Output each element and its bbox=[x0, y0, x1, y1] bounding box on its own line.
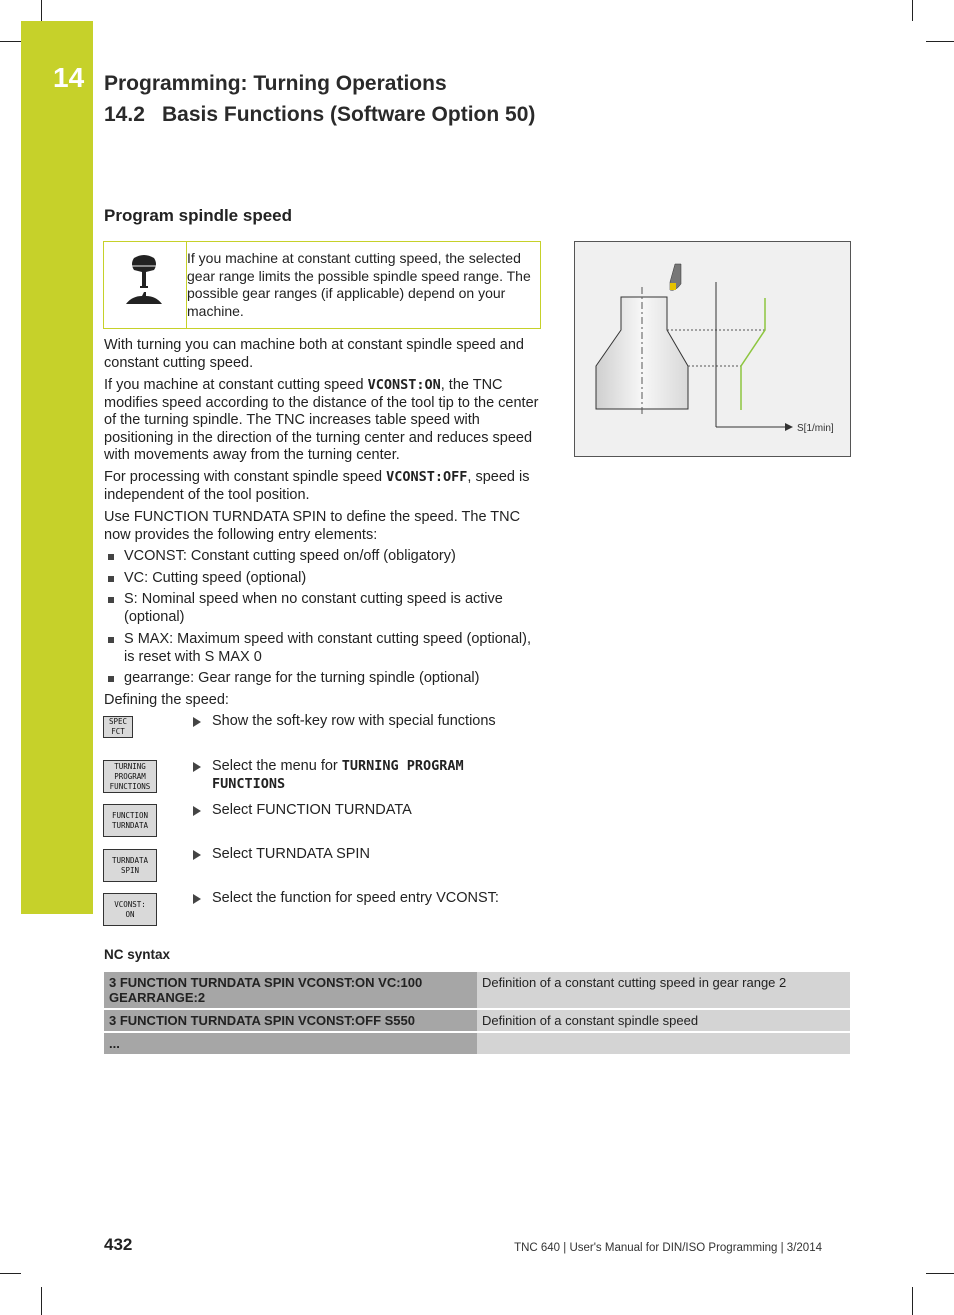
step bbox=[193, 758, 533, 793]
list-item bbox=[104, 570, 544, 588]
text-run: If you machine at constant cutting speed bbox=[104, 377, 368, 393]
softkey-label: SPIN bbox=[120, 865, 140, 875]
step bbox=[193, 713, 533, 731]
text-run: , speed is independent of the tool position. bbox=[104, 469, 530, 503]
chapter-sidebar bbox=[21, 21, 93, 914]
axis-arrow bbox=[785, 423, 793, 431]
arrow-icon bbox=[193, 762, 201, 772]
list-item bbox=[104, 591, 544, 626]
softkey-label: FUNCTION bbox=[111, 810, 149, 820]
table-row bbox=[104, 1010, 850, 1031]
nc-code-cell: 3 FUNCTION TURNDATA SPIN VCONST:OFF S550 bbox=[104, 1010, 477, 1031]
step-text: Select FUNCTION TURNDATA bbox=[212, 802, 412, 818]
table-row bbox=[104, 972, 850, 1008]
axis-label: S[1/min] bbox=[797, 423, 834, 434]
softkey-label: PROGRAM bbox=[114, 771, 146, 781]
section-number: 14.2 bbox=[104, 103, 145, 126]
table-row bbox=[104, 1033, 850, 1054]
bullet-marker bbox=[108, 576, 114, 582]
crop-mark bbox=[926, 41, 954, 42]
nc-desc-cell bbox=[477, 1033, 850, 1054]
softkey-turning-program-functions[interactable] bbox=[103, 760, 157, 793]
bullet-marker bbox=[108, 637, 114, 643]
step bbox=[193, 890, 533, 908]
softkey-spec-fct[interactable] bbox=[103, 716, 133, 738]
softkey-label: SPEC bbox=[108, 717, 128, 726]
crop-mark bbox=[0, 1273, 21, 1274]
paragraph bbox=[104, 469, 544, 504]
text-run: Select the menu for bbox=[212, 758, 342, 774]
softkey-label: VCONST: bbox=[114, 899, 146, 909]
softkey-label: FCT bbox=[111, 727, 125, 736]
list-item bbox=[104, 631, 544, 666]
crop-mark bbox=[0, 41, 21, 42]
footer-text: TNC 640 | User's Manual for DIN/ISO Programming | 3/2014 bbox=[514, 1242, 822, 1254]
paragraph: Defining the speed: bbox=[104, 692, 229, 708]
arrow-icon bbox=[193, 806, 201, 816]
machine-dependent-icon bbox=[104, 242, 186, 328]
text-run: For processing with constant spindle speed bbox=[104, 469, 387, 485]
note-box bbox=[103, 241, 541, 329]
step-text: Select the function for speed entry VCONST: bbox=[212, 890, 499, 906]
list-item-text: VCONST: Constant cutting speed on/off (obligatory) bbox=[124, 548, 456, 564]
softkey-function-turndata[interactable] bbox=[103, 804, 157, 837]
section-title bbox=[104, 103, 535, 127]
paragraph: With turning you can machine both at constant spindle speed and constant cutting speed. bbox=[104, 337, 524, 371]
softkey-label: ON bbox=[125, 909, 135, 919]
arrow-icon bbox=[193, 717, 201, 727]
note-text: If you machine at constant cutting speed, the selected gear range limits the possible spindle speed range. The possible gear ranges (if applicable) depend on your machine. bbox=[187, 250, 531, 319]
softkey-vconst-on[interactable] bbox=[103, 893, 157, 926]
nc-desc-cell: Definition of a constant spindle speed bbox=[477, 1010, 850, 1031]
crop-mark bbox=[912, 0, 913, 21]
bullet-marker bbox=[108, 554, 114, 560]
crop-mark bbox=[912, 1287, 913, 1315]
softkey-label: TURNING bbox=[114, 761, 146, 771]
crop-mark bbox=[41, 1287, 42, 1315]
list-item bbox=[104, 670, 544, 688]
tool-insert bbox=[670, 283, 676, 290]
list-item-text: VC: Cutting speed (optional) bbox=[124, 570, 307, 586]
softkey-label: TURNDATA bbox=[111, 855, 149, 865]
nc-code-cell: 3 FUNCTION TURNDATA SPIN VCONST:ON VC:100 GEARRANGE:2 bbox=[104, 972, 477, 1008]
step bbox=[193, 802, 533, 820]
paragraph bbox=[104, 377, 544, 465]
softkey-label: TURNDATA bbox=[111, 820, 149, 830]
turning-diagram bbox=[575, 242, 850, 456]
bullet-marker bbox=[108, 676, 114, 682]
step-text: Select TURNDATA SPIN bbox=[212, 846, 370, 862]
crop-mark bbox=[41, 0, 42, 21]
nc-syntax-heading: NC syntax bbox=[104, 947, 171, 962]
nc-code-cell: ... bbox=[104, 1033, 477, 1054]
chapter-title: Programming: Turning Operations bbox=[104, 72, 447, 95]
section-name: Basis Functions (Software Option 50) bbox=[162, 103, 536, 126]
list-item-text: S MAX: Maximum speed with constant cutting speed (optional), is reset with S MAX 0 bbox=[124, 631, 531, 665]
arrow-icon bbox=[193, 850, 201, 860]
softkey-label: FUNCTIONS bbox=[109, 781, 151, 791]
step-text bbox=[212, 758, 533, 793]
speed-curve bbox=[741, 298, 765, 410]
crop-mark bbox=[926, 1273, 954, 1274]
page-heading: Program spindle speed bbox=[104, 206, 292, 225]
spindle-speed-figure bbox=[574, 241, 851, 457]
step bbox=[193, 846, 533, 864]
nc-syntax-table bbox=[104, 970, 850, 1056]
arrow-icon bbox=[193, 894, 201, 904]
list-item bbox=[104, 548, 544, 566]
code-run: TURNING PROGRAM FUNCTIONS bbox=[212, 758, 464, 792]
text-run: , the TNC modifies speed according to the distance of the tool tip to the center of the turning spindle. The TNC increases table speed with positioning in the direction of the turning center and reduces speed with movements away from the turning center. bbox=[104, 377, 539, 463]
nc-desc-cell: Definition of a constant cutting speed in gear range 2 bbox=[477, 972, 850, 1008]
page-number: 432 bbox=[104, 1235, 133, 1254]
chapter-number: 14 bbox=[53, 62, 85, 93]
list-item-text: gearrange: Gear range for the turning spindle (optional) bbox=[124, 670, 480, 686]
code-run: VCONST:OFF bbox=[386, 469, 468, 485]
code-run: VCONST:ON bbox=[367, 377, 441, 393]
step-text: Show the soft-key row with special functions bbox=[212, 713, 496, 729]
list-item-text: S: Nominal speed when no constant cutting speed is active (optional) bbox=[124, 591, 503, 625]
paragraph: Use FUNCTION TURNDATA SPIN to define the speed. The TNC now provides the following entry elements: bbox=[104, 509, 521, 543]
softkey-turndata-spin[interactable] bbox=[103, 849, 157, 882]
note-icon-cell bbox=[104, 242, 187, 328]
bullet-marker bbox=[108, 597, 114, 603]
